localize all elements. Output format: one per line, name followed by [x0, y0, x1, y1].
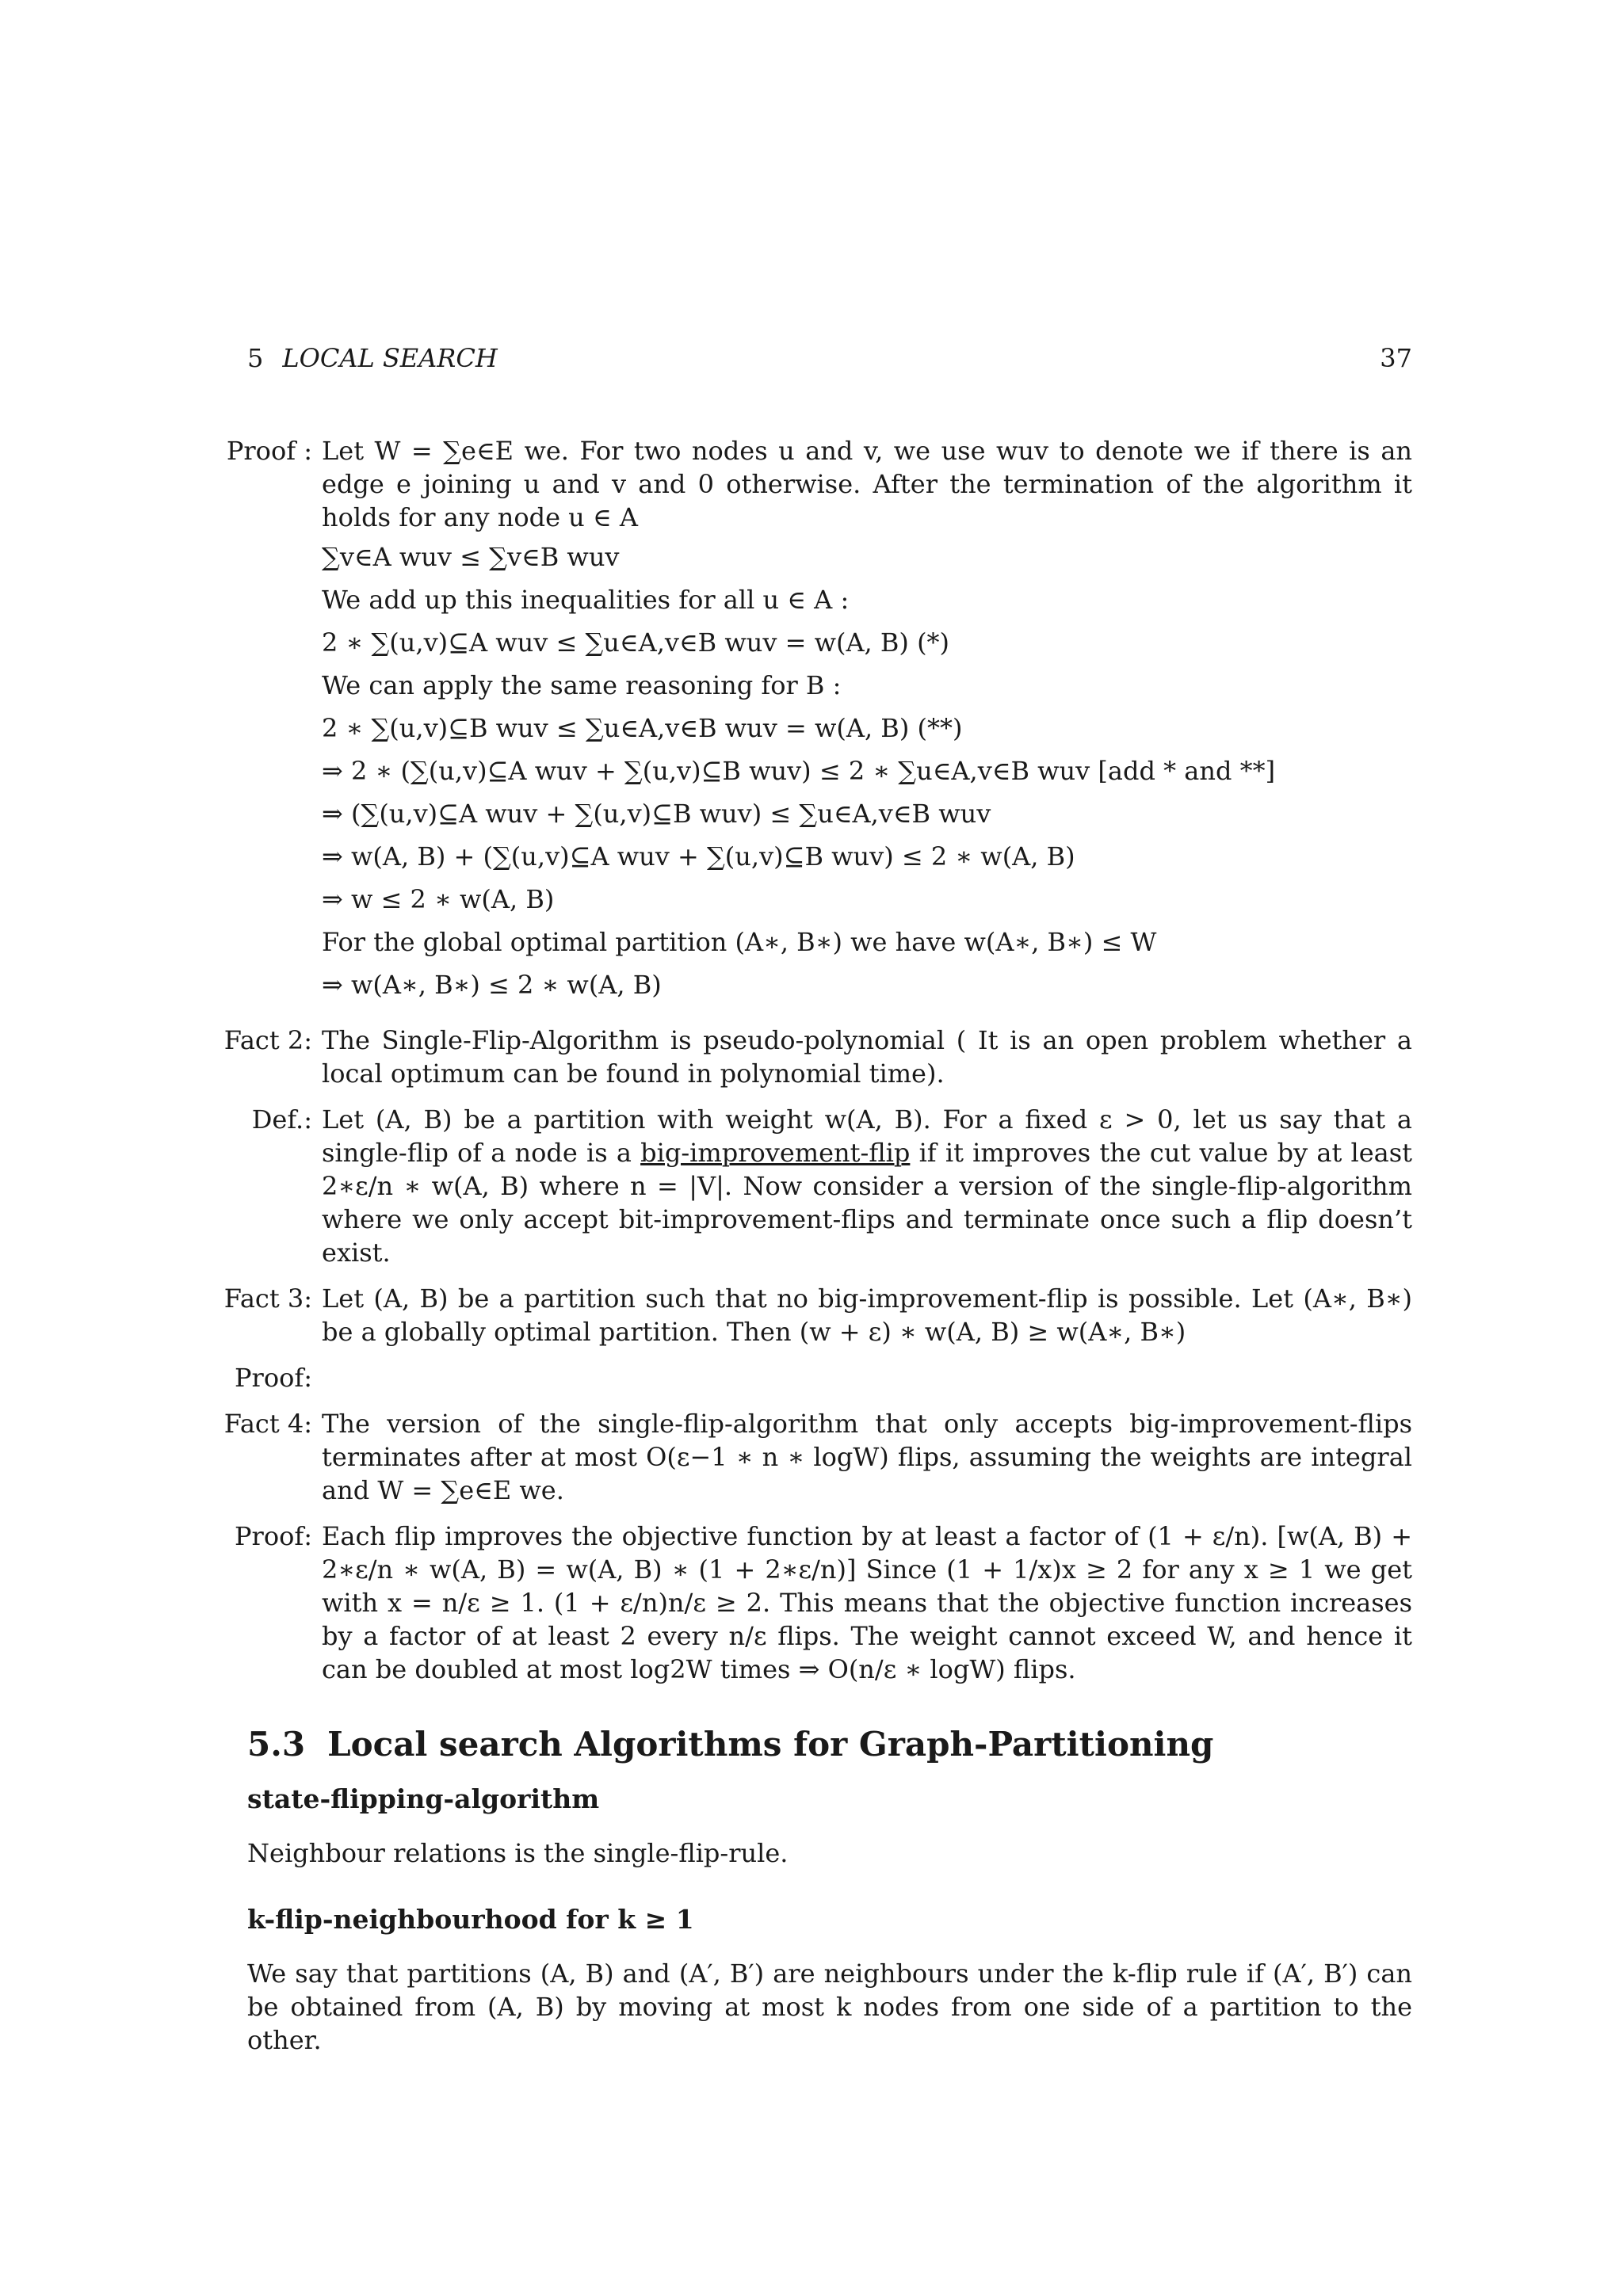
- fact-3: [216, 1282, 1412, 1348]
- equation-line: 2 ∗ ∑(u,v)⊆B wuv ≤ ∑u∈A,v∈B wuv = w(A, B) (**): [322, 713, 963, 743]
- section-number: 5: [247, 343, 264, 373]
- section-heading-title: Local search Algorithms for Graph-Partitioning: [327, 1725, 1214, 1764]
- proof-content: [322, 434, 1412, 1011]
- equation-line: We can apply the same reasoning for B :: [322, 670, 842, 700]
- equation-line: ⇒ w(A, B) + (∑(u,v)⊆A wuv + ∑(u,v)⊆B wuv) ≤ 2 ∗ w(A, B): [322, 841, 1075, 871]
- equation-line: For the global optimal partition (A∗, B∗) we have w(A∗, B∗) ≤ W: [322, 927, 1157, 957]
- paragraph: Neighbour relations is the single-flip-rule.: [247, 1838, 789, 1868]
- equation-line: ⇒ w(A∗, B∗) ≤ 2 ∗ w(A, B): [322, 970, 662, 1000]
- spacer: [216, 1870, 1412, 1886]
- definition: [216, 1103, 1412, 1269]
- subsection-heading: state-flipping-algorithm: [247, 1783, 600, 1814]
- section-heading: [247, 1724, 1412, 1765]
- fact-4: [216, 1407, 1412, 1507]
- proof-fact-4: [216, 1520, 1412, 1686]
- equation-line: ⇒ 2 ∗ (∑(u,v)⊆A wuv + ∑(u,v)⊆B wuv) ≤ 2 ∗ ∑u∈A,v∈B wuv [add * and **]: [322, 756, 1276, 786]
- fact-text: The Single-Flip-Algorithm is pseudo-polynomial ( It is an open problem whether a local optimum can be found in polynomial time).: [322, 1025, 1412, 1089]
- proof-empty: [216, 1361, 1412, 1394]
- page-number: 37: [1380, 343, 1412, 373]
- fact-text: The version of the single-flip-algorithm that only accepts big-improvement-flips terminates after at most O(ε−1 ∗ n ∗ logW) flips, assuming the weights are integral and W = ∑e∈E we.: [322, 1409, 1412, 1505]
- definition-label: Def.:: [251, 1104, 312, 1135]
- equation-line: We add up this inequalities for all u ∈ A :: [322, 585, 850, 615]
- equation-line: ∑v∈A wuv ≤ ∑v∈B wuv: [322, 542, 620, 572]
- proof-label: Proof:: [235, 1521, 312, 1551]
- proof-label: Proof:: [235, 1363, 312, 1393]
- paragraph: We say that partitions (A, B) and (A′, B′) are neighbours under the k-flip rule if (A′, B′) can be obtained from (A, B) by moving at most k nodes from one side of a partition to the other.: [247, 1958, 1412, 2055]
- running-header: [247, 342, 1412, 374]
- fact-label: Fact 2:: [223, 1025, 312, 1055]
- proof-block: [216, 434, 1412, 1011]
- fact-label: Fact 4:: [223, 1409, 312, 1439]
- fact-2: [216, 1024, 1412, 1090]
- definition-text: [322, 1103, 1412, 1269]
- fact-text: Let (A, B) be a partition such that no big-improvement-flip is possible. Let (A∗, B∗) be a globally optimal partition. Then (w + ε) ∗ w(A, B) ≥ w(A∗, B∗): [322, 1283, 1412, 1347]
- equation-line: ⇒ (∑(u,v)⊆A wuv + ∑(u,v)⊆B wuv) ≤ ∑u∈A,v∈B wuv: [322, 799, 991, 829]
- definition-text-part: if it improves the cut value by at least 2∗ε/n ∗ w(A, B) where n = |V|. Now consider a version of the single-flip-algorithm where we only accept bit-improvement-flips and terminate once such a flip doesn’t exist.: [322, 1138, 1413, 1268]
- section-heading-number: 5.3: [247, 1725, 306, 1764]
- proof-intro: Let W = ∑e∈E we. For two nodes u and v, we use wuv to denote we if there is an edge e joining u and v and 0 otherwise. After the termination of the algorithm it holds for any node u ∈ A: [322, 436, 1412, 532]
- fact-label: Fact 3:: [223, 1283, 312, 1314]
- equation-line: ⇒ w ≤ 2 ∗ w(A, B): [322, 884, 555, 914]
- proof-text: Each flip improves the objective function by at least a factor of (1 + ε/n). [w(A, B) + 2∗ε/n ∗ w(A, B) = w(A, B) ∗ (1 + 2∗ε/n)] Since (1 + 1/x)x ≥ 2 for any x ≥ 1 we get with x = n/ε ≥ 1. (1 + ε/n)n/ε ≥ 2. This means that the objective function increases by a factor of at least 2 every n/ε flips. The weight cannot exceed W, and hence it can be doubled at most log2W times ⇒ O(n/ε ∗ logW) flips.: [322, 1521, 1412, 1684]
- definition-text-part: Let (A, B) be a partition with weight w(A, B). For a fixed ε > 0, let us say that a single-flip of a node is a: [322, 1104, 1412, 1168]
- section-title-header: LOCAL SEARCH: [282, 343, 498, 373]
- equation-line: 2 ∗ ∑(u,v)⊆A wuv ≤ ∑u∈A,v∈B wuv = w(A, B) (*): [322, 627, 950, 658]
- proof-content: [322, 1361, 1412, 1394]
- proof-label: Proof :: [226, 436, 312, 466]
- subsection-heading: k-flip-neighbourhood for k ≥ 1: [247, 1904, 694, 1935]
- page-body: [216, 434, 1412, 2057]
- defined-term: big-improvement-flip: [640, 1138, 911, 1168]
